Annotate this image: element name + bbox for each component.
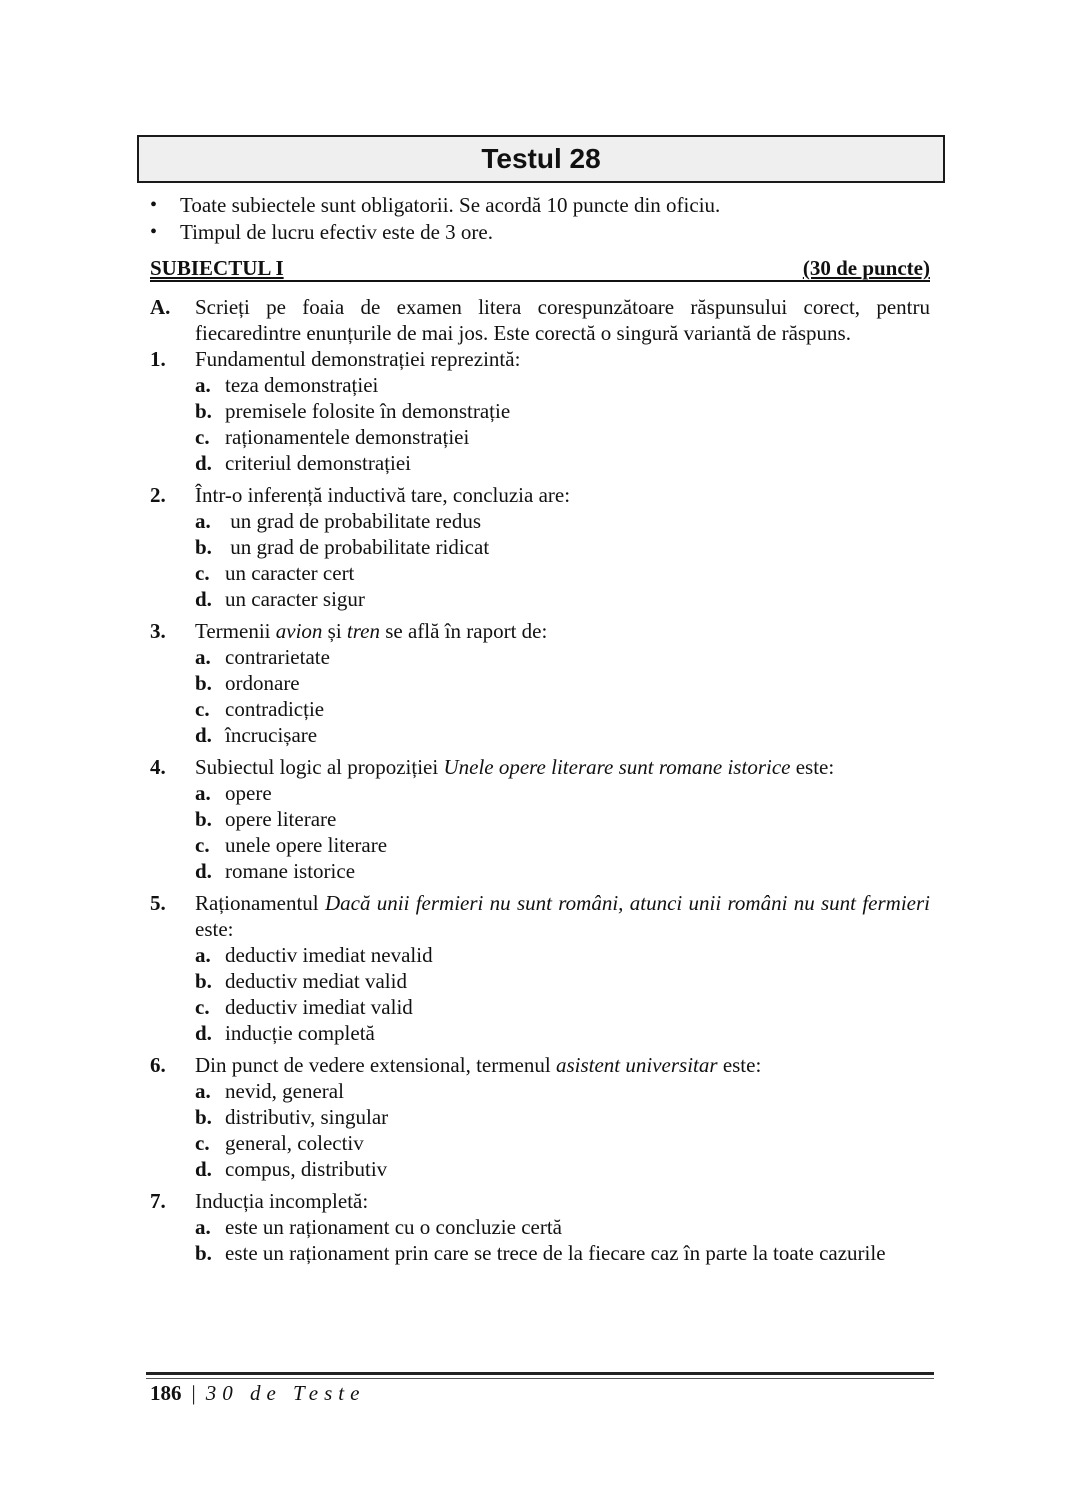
question-list [150,346,930,1266]
answer-option [195,722,930,748]
answer-option [195,1214,930,1240]
answer-option [195,1104,930,1130]
option-letter: d. [195,1021,212,1045]
option-letter: c. [195,1131,210,1155]
option-text: un grad de probabilitate ridicat [225,535,490,559]
question-3 [150,618,930,748]
answer-options [195,780,930,884]
test-title-box [137,135,945,183]
questions-content [150,294,930,1266]
answer-option [195,696,930,722]
option-letter: b. [195,1241,212,1265]
answer-option [195,1156,930,1182]
stem-text: Din punct de vedere extensional, termenul [195,1053,556,1077]
option-letter: b. [195,399,212,423]
option-text: este un raționament cu o concluzie certă [225,1215,563,1239]
subject-label: SUBIECTUL I [150,256,284,280]
instruction-text: Toate subiectele sunt obligatorii. Se acordă 10 puncte din oficiu. [180,193,721,217]
stem-text: Inducția incompletă: [195,1189,369,1213]
question-stem [195,1052,930,1078]
question-4 [150,754,930,884]
option-text: contradicție [225,697,325,721]
stem-text: Raționamentul [195,891,325,915]
option-letter: b. [195,1105,212,1129]
option-text: încrucișare [225,723,318,747]
subject-points: (30 de puncte) [802,256,930,280]
stem-italic: avion [275,619,323,643]
option-letter: a. [195,1215,211,1239]
option-letter: b. [195,535,212,559]
option-letter: c. [195,833,210,857]
option-text: opere [225,781,272,805]
option-letter: d. [195,451,212,475]
answer-option [195,806,930,832]
answer-options [195,1078,930,1182]
answer-option [195,534,930,560]
section-a-label: A. [150,295,171,319]
stem-italic: Unele opere literare sunt romane istorice [443,755,791,779]
stem-text: Subiectul logic al propoziției [195,755,444,779]
answer-option [195,1020,930,1046]
question-number: 2. [150,483,166,507]
answer-option [195,1240,930,1266]
option-text: opere literare [225,807,337,831]
option-text: criteriul demonstrației [225,451,412,475]
answer-option [195,560,930,586]
answer-option [195,780,930,806]
answer-option [195,372,930,398]
question-number: 7. [150,1189,166,1213]
option-letter: a. [195,509,211,533]
stem-text: și [322,619,347,643]
stem-italic: Dacă unii fermieri nu sunt români, atunci unii români nu sunt fermieri [324,891,930,915]
option-text: deductiv imediat nevalid [225,943,433,967]
answer-option [195,832,930,858]
option-text: contrarietate [225,645,330,669]
option-letter: c. [195,425,210,449]
instructions-list [150,192,940,246]
stem-italic: asistent universitar [555,1053,718,1077]
option-text: deductiv imediat valid [225,995,413,1019]
question-5 [150,890,930,1046]
instruction-item [150,219,940,246]
option-text: distributiv, singular [225,1105,389,1129]
answer-option [195,398,930,424]
footer-separator: | [191,1381,196,1405]
option-letter: a. [195,1079,211,1103]
option-text: romane istorice [225,859,356,883]
question-2 [150,482,930,612]
answer-options [195,1214,930,1266]
option-letter: a. [195,781,211,805]
option-letter: c. [195,697,210,721]
option-text: compus, distributiv [225,1157,388,1181]
test-title: Testul 28 [481,143,601,174]
question-7 [150,1188,930,1266]
answer-option [195,858,930,884]
option-text: general, colectiv [225,1131,364,1155]
option-letter: c. [195,561,210,585]
question-number: 5. [150,891,166,915]
option-letter: b. [195,807,212,831]
option-text: raționamentele demonstrației [225,425,470,449]
answer-option [195,586,930,612]
option-text: nevid, general [225,1079,344,1103]
option-text: unele opere literare [225,833,388,857]
stem-text: Într-o inferență inductivă tare, concluzia are: [195,483,571,507]
option-text: un grad de probabilitate redus [225,509,481,533]
stem-text: Fundamentul demonstrației reprezintă: [195,347,521,371]
question-1 [150,346,930,476]
answer-options [195,644,930,748]
option-letter: a. [195,943,211,967]
option-text: este un raționament prin care se trece de la fiecare caz în parte la toate cazurile [225,1241,886,1265]
answer-option [195,1078,930,1104]
question-stem [195,1188,930,1214]
option-text: un caracter cert [225,561,355,585]
question-number: 6. [150,1053,166,1077]
bullet-icon: • [150,221,158,243]
stem-text: se află în raport de: [379,619,548,643]
option-letter: a. [195,373,211,397]
bullet-icon: • [150,194,158,216]
answer-option [195,968,930,994]
option-letter: d. [195,1157,212,1181]
option-text: inducție completă [225,1021,375,1045]
question-stem [195,754,930,780]
option-text: deductiv mediat valid [225,969,407,993]
stem-text: Termenii [195,619,276,643]
option-letter: d. [195,723,212,747]
footer-divider [146,1372,934,1379]
answer-option [195,644,930,670]
answer-options [195,372,930,476]
question-6 [150,1052,930,1182]
page-footer [150,1379,365,1407]
question-stem [195,346,930,372]
question-stem [195,890,930,942]
option-letter: d. [195,859,212,883]
answer-option [195,424,930,450]
page-number: 186 [150,1381,182,1405]
option-letter: a. [195,645,211,669]
answer-option [195,670,930,696]
stem-text: este: [790,755,835,779]
answer-option [195,994,930,1020]
answer-option [195,942,930,968]
option-text: premisele folosite în demonstrație [225,399,511,423]
option-text: un caracter sigur [225,587,365,611]
question-number: 1. [150,347,166,371]
stem-italic: tren [346,619,380,643]
option-text: teza demonstrației [225,373,379,397]
answer-option [195,508,930,534]
stem-text: este: [195,917,234,941]
section-a [150,294,930,346]
book-title: 30 de Teste [205,1381,366,1405]
question-stem [195,618,930,644]
instruction-text: Timpul de lucru efectiv este de 3 ore. [180,220,493,244]
answer-options [195,508,930,612]
option-text: ordonare [225,671,300,695]
answer-option [195,450,930,476]
subject-heading [150,254,930,282]
question-stem [195,482,930,508]
answer-option [195,1130,930,1156]
answer-options [195,942,930,1046]
instruction-item [150,192,940,219]
option-letter: b. [195,969,212,993]
option-letter: d. [195,587,212,611]
option-letter: b. [195,671,212,695]
stem-text: este: [717,1053,762,1077]
question-number: 3. [150,619,166,643]
option-letter: c. [195,995,210,1019]
section-a-text: Scrieți pe foaia de examen litera corespunzătoare răspunsului corect, pentru fiecaredintre enunțurile de mai jos. Este corectă o singură variantă de răspuns. [195,295,930,345]
question-number: 4. [150,755,166,779]
